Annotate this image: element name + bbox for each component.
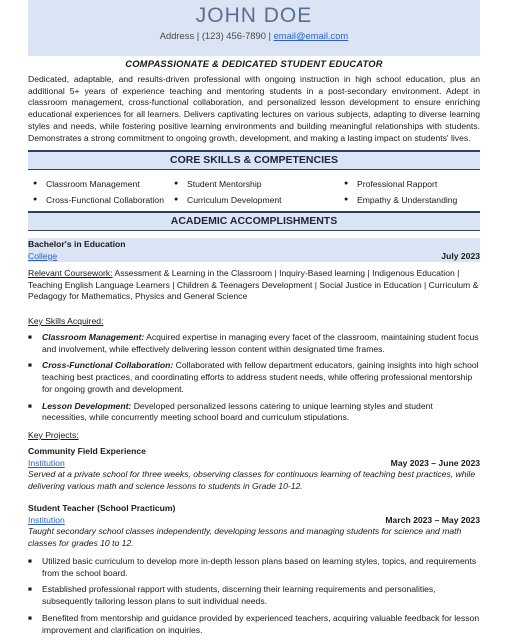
skill-item: ● Professional Rapport: [357, 176, 437, 192]
list-item: [42, 401, 480, 424]
coursework-label: Relevant Coursework:: [28, 268, 113, 278]
project-block: [28, 503, 480, 550]
project-title: Community Field Experience: [28, 446, 146, 456]
list-item: ■ Benefited from mentorship and guidance provided by experienced teachers, acquiring valuable feedback for lesson improvement and clarification on inquiries.: [42, 613, 480, 636]
candidate-name: JOHN DOE: [195, 4, 313, 27]
skill-item: ● Classroom Management: [46, 176, 140, 192]
project-block: [28, 446, 480, 493]
key-skills-label: Key Skills Acquired:: [28, 316, 104, 326]
list-item: [42, 360, 480, 395]
list-item: ■ Utilized basic curriculum to develop more in-depth lesson plans based on learning styles, topics, and requirements from the school board.: [42, 556, 480, 579]
degree-title: Bachelor's in Education: [28, 239, 126, 249]
section-heading-academic: ACADEMIC ACCOMPLISHMENTS: [28, 211, 480, 231]
key-projects-label: Key Projects:: [28, 430, 79, 440]
key-skill-label: Lesson Development:: [42, 400, 132, 411]
email-link[interactable]: email@email.com: [273, 30, 349, 41]
key-skill-text: Developed personalized lessons catering to unique learning styles and student necessities, while concurrently meeting school board and curriculum stipulations.: [42, 400, 433, 423]
address-text: Address: [159, 30, 195, 41]
list-item: [42, 332, 480, 355]
coursework-text: Assessment & Learning in the Classroom | Inquiry-Based learning | Indigenous Education | Teaching English Language Learners | Children & Teenagers Development | Social Justice in Education | Curriculum & Pedagogy for Mathematics, Physics and General Science: [28, 268, 479, 302]
institution-link[interactable]: Institution: [28, 457, 65, 468]
key-skill-text: Collaborated with fellow department educators, gaining insights into high school teaching best practices, and coordinating efforts to address student needs, while offering professional mentorship for ongoing growth and development.: [42, 360, 479, 394]
key-skill-text: Acquired expertise in managing every facet of the classroom, maintaining student focus and involvement, while effectively delivering lesson content within designated time frames.: [42, 332, 479, 354]
list-item: ■ Established professional rapport with students, discerning their learning requirements and personalities, subsequently tailoring lesson plans to suit individual needs.: [42, 584, 480, 607]
project-date: March 2023 – May 2023: [385, 514, 480, 525]
contact-separator: |: [194, 30, 202, 41]
degree-block: [28, 239, 480, 262]
skill-item: ● Cross-Functional Collaboration: [46, 192, 164, 208]
project-description: Served at a private school for three weeks, observing classes for continuous learning of teaching best practices, while delivering various math and science lessons to students in Grade 10-12.: [28, 469, 476, 492]
degree-date: July 2023: [441, 250, 480, 261]
project-title: Student Teacher (School Practicum): [28, 503, 176, 513]
summary-paragraph: Dedicated, adaptable, and results-driven professional with ongoing instruction in high school education, plus an additional 5+ years of experience teaching and mentoring students in a post-secondary environment. Adept in classroom management, cross-functional collaboration, and personalized lesson development to ensure enriching educational experiences for all learners. Delivers captivating lectures on various subjects, adapting to diverse learning styles and needs, while fostering positive learning environments and building meaningful relationships with students. Demonstrates a strong commitment to ongoing growth, development, and making a lasting impact on students' lives.: [28, 74, 480, 143]
coursework-block: [28, 268, 480, 303]
project-description: Taught secondary school classes independently, developing lessons and managing students for science and math classes for grades 10 to 12.: [28, 526, 462, 549]
key-skills-list: [42, 332, 480, 429]
contact-separator: |: [265, 30, 274, 41]
contact-line: [28, 30, 480, 41]
institution-link[interactable]: Institution: [28, 514, 65, 525]
skill-item: ● Empathy & Understanding: [357, 192, 457, 208]
key-skill-label: Classroom Management:: [42, 332, 145, 342]
school-link[interactable]: College: [28, 250, 58, 261]
section-heading-skills: CORE SKILLS & COMPETENCIES: [28, 150, 480, 170]
project-date: May 2023 – June 2023: [390, 457, 480, 468]
project-bullets: [42, 556, 480, 641]
key-skill-label: Cross-Functional Collaboration:: [42, 360, 174, 371]
skill-item: ● Student Mentorship: [187, 176, 262, 192]
phone-text: (123) 456-7890: [201, 30, 266, 41]
resume-title: COMPASSIONATE & DEDICATED STUDENT EDUCATOR: [125, 58, 383, 69]
skill-item: ● Curriculum Development: [187, 192, 282, 208]
